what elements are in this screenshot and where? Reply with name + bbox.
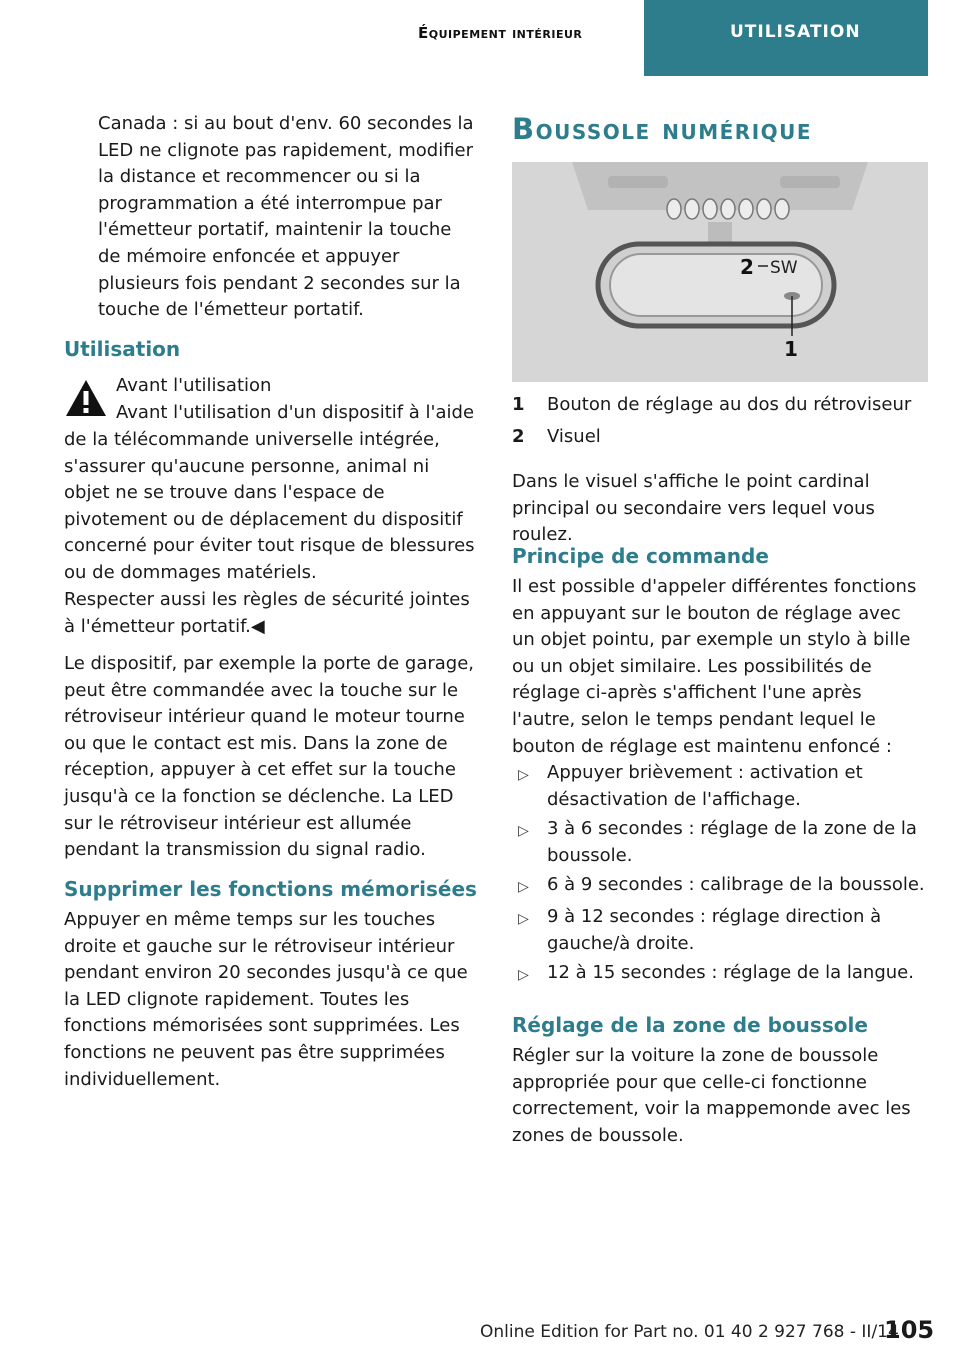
list-item: 12 à 15 secondes : réglage de la langue. bbox=[547, 962, 914, 983]
safety-note: Respecter aussi les règles de sécurité jointes à l'émetteur portatif.◀ bbox=[64, 589, 470, 637]
display-readout: SW bbox=[770, 258, 798, 278]
chapter-tab bbox=[646, 0, 928, 76]
legend-text: Visuel bbox=[547, 426, 601, 447]
mirror-figure bbox=[512, 162, 928, 382]
section-title: Équipement intérieur bbox=[418, 24, 583, 42]
visuel-paragraph: Dans le visuel s'affiche le point cardinal principal ou secondaire vers lequel vous roulez. bbox=[512, 471, 875, 546]
chapter-tab-label: UTILISATION bbox=[730, 22, 861, 42]
mirror-illustration bbox=[512, 162, 928, 382]
heading-supprimer: Supprimer les fonctions mémorisées bbox=[64, 877, 477, 901]
warning-icon bbox=[64, 378, 108, 418]
heading-utilisation: Utilisation bbox=[64, 337, 181, 361]
canada-note: Canada : si au bout d'env. 60 secondes la LED ne clignote pas rapidement, modifier la distance et recommencer ou si la programmation a été interrompue par l'émetteur portatif, maintenir la touche de mémoire enfoncée et appuyer plusieurs fois pendant 2 secondes sur la touche de l'émetteur portatif. bbox=[98, 113, 474, 321]
delete-paragraph: Appuyer en même temps sur les touches droite et gauche sur le rétroviseur intérieur pendant environ 20 secondes jusqu'à ce que la LED clignote rapidement. Toutes les fonctions mémorisées sont supprimées. Les fonctions ne peuvent pas être supprimées individuellement. bbox=[64, 909, 468, 1090]
edition-footer: Online Edition for Part no. 01 40 2 927 768 - II/14 bbox=[480, 1322, 899, 1342]
list-item: 3 à 6 secondes : réglage de la zone de la boussole. bbox=[547, 818, 917, 866]
list-item: 6 à 9 secondes : calibrage de la boussole. bbox=[547, 874, 925, 895]
warning-title: Avant l'utilisation bbox=[116, 375, 272, 396]
bullet-marker: ▷ bbox=[518, 879, 529, 895]
bullet-marker: ▷ bbox=[518, 911, 529, 927]
principe-paragraph: Il est possible d'appeler différentes fonctions en appuyant sur le bouton de réglage avec un objet pointu, par exemple un stylo à bille ou un objet similaire. Les possibilités de réglage ci-après s'affichent l'une après l'autre, selon le temps pendant lequel le bouton de réglage est maintenu enfoncé : bbox=[512, 576, 917, 757]
zone-paragraph: Régler sur la voiture la zone de boussole appropriée pour que celle-ci fonctionne correctement, voir la mappemonde avec les zones de boussole. bbox=[512, 1045, 911, 1146]
page-header bbox=[0, 0, 960, 76]
heading-zone: Réglage de la zone de boussole bbox=[512, 1013, 868, 1037]
bullet-marker: ▷ bbox=[518, 967, 529, 983]
legend-num: 2 bbox=[512, 426, 525, 447]
legend-num: 1 bbox=[512, 394, 525, 415]
bullet-marker: ▷ bbox=[518, 823, 529, 839]
warning-text: de la télécommande universelle intégrée, s'assurer qu'aucune personne, animal ni objet ne se trouve dans l'espace de pivotement ou de déplacement du dispositif concerné pour éviter tout risque de blessures ou de dommages matériels. bbox=[64, 429, 475, 583]
callout-2: 2 bbox=[740, 255, 754, 279]
page-number: 105 bbox=[884, 1316, 935, 1344]
callout-1: 1 bbox=[784, 337, 798, 361]
device-paragraph: Le dispositif, par exemple la porte de garage, peut être commandée avec la touche sur le rétroviseur intérieur quand le moteur tourne ou que le contact est mis. Dans la zone de réception, appuyer à cet effet sur la touche jusqu'à ce la fonction se déclenche. La LED sur le rétroviseur intérieur est allumée pendant la transmission du signal radio. bbox=[64, 653, 475, 861]
page-title: Boussole numérique bbox=[512, 112, 813, 146]
list-item: 9 à 12 secondes : réglage direction à gauche/à droite. bbox=[547, 906, 882, 954]
heading-principe: Principe de commande bbox=[512, 544, 769, 568]
list-item: Appuyer brièvement : activation et désactivation de l'affichage. bbox=[547, 762, 863, 810]
bullet-marker: ▷ bbox=[518, 767, 529, 783]
legend-text: Bouton de réglage au dos du rétroviseur bbox=[547, 394, 912, 415]
warning-first-line: Avant l'utilisation d'un dispositif à l'aide bbox=[116, 402, 475, 423]
